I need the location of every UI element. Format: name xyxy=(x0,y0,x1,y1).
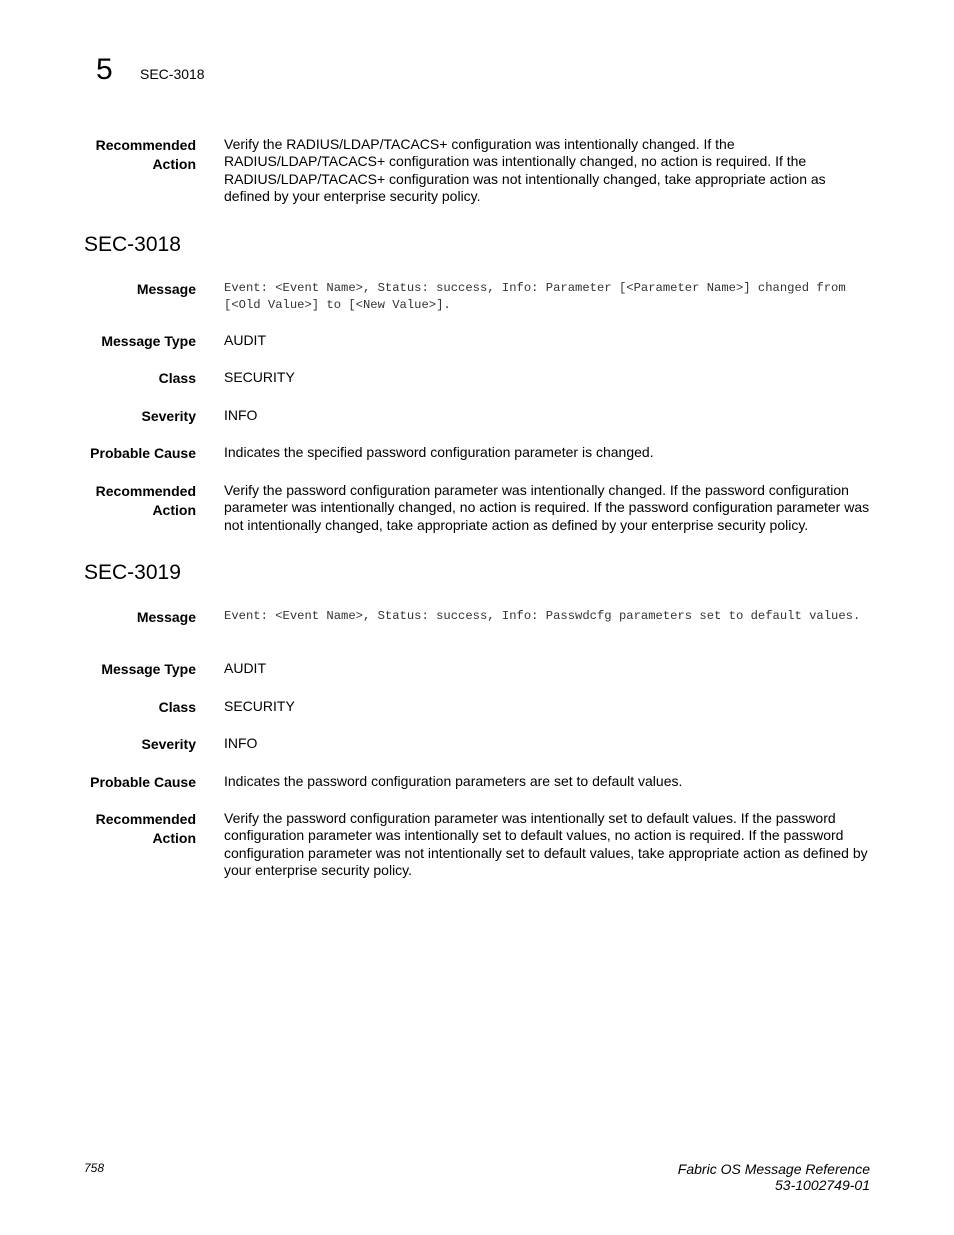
recommended-action-text: Verify the password configuration parameter was intentionally set to default values. If the password configuration parameter was intentionally set to default values, no action is required. If the password configuration parameter was not intentionally set to default values, take appropriate action as defined by your enterprise security policy. xyxy=(224,810,868,878)
message-text: Event: <Event Name>, Status: success, Info: Passwdcfg parameters set to default values. xyxy=(224,609,861,623)
section-title-sec-3019: SEC-3019 xyxy=(84,561,181,584)
doc-title: Fabric OS Message Reference xyxy=(677,1161,870,1177)
severity-value: INFO xyxy=(224,735,258,751)
doc-number: 53-1002749-01 xyxy=(775,1177,870,1193)
recommended-action-label xyxy=(56,482,196,519)
footer-doc-info xyxy=(678,1161,870,1193)
severity-value: INFO xyxy=(224,407,258,423)
section-title-sec-3018: SEC-3018 xyxy=(84,233,181,256)
class-label: Class xyxy=(158,370,196,386)
severity-label: Severity xyxy=(141,408,196,424)
action-label-line1: Recommended xyxy=(95,483,196,499)
message-type-value: AUDIT xyxy=(224,332,266,348)
chapter-number: 5 xyxy=(96,53,113,86)
probable-cause-label: Probable Cause xyxy=(90,445,196,461)
recommended-action-label xyxy=(56,810,196,847)
action-label-line2: Action xyxy=(152,501,196,518)
class-value: SECURITY xyxy=(224,698,295,714)
recommended-action-text: Verify the password configuration parameter was intentionally changed. If the password configuration parameter was intentionally changed, no action is required. If the password configuration parameter was not intentionally changed, take appropriate action as defined by your enterprise security policy. xyxy=(224,482,870,533)
page-number: 758 xyxy=(84,1161,105,1175)
message-type-label: Message Type xyxy=(101,333,196,349)
message-label: Message xyxy=(136,281,196,297)
intro-action-text: Verify the RADIUS/LDAP/TACACS+ configuration was intentionally changed. If the RADIUS/LDAP/TACACS+ configuration was intentionally changed, no action is required. If the RADIUS/LDAP/TACACS+ configuration was not intentionally changed, take appropriate action as defined by your enterprise security policy. xyxy=(224,136,826,204)
intro-action-label xyxy=(56,136,196,173)
intro-action-label-line1: Recommended xyxy=(95,137,196,153)
severity-label: Severity xyxy=(141,736,196,752)
action-label-line2: Action xyxy=(152,829,196,846)
action-label-line1: Recommended xyxy=(95,811,196,827)
message-label: Message xyxy=(136,609,196,625)
message-type-value: AUDIT xyxy=(224,660,266,676)
message-type-label: Message Type xyxy=(101,661,196,677)
message-text: Event: <Event Name>, Status: success, Info: Parameter [<Parameter Name>] changed from [<Old Value>] to [<New Value>]. xyxy=(224,281,846,312)
running-title: SEC-3018 xyxy=(140,66,205,82)
class-value: SECURITY xyxy=(224,369,295,385)
probable-cause-label: Probable Cause xyxy=(90,774,196,790)
class-label: Class xyxy=(158,699,196,715)
probable-cause-text: Indicates the password configuration parameters are set to default values. xyxy=(224,773,683,789)
intro-action-label-line2: Action xyxy=(152,155,196,172)
probable-cause-text: Indicates the specified password configuration parameter is changed. xyxy=(224,444,654,460)
